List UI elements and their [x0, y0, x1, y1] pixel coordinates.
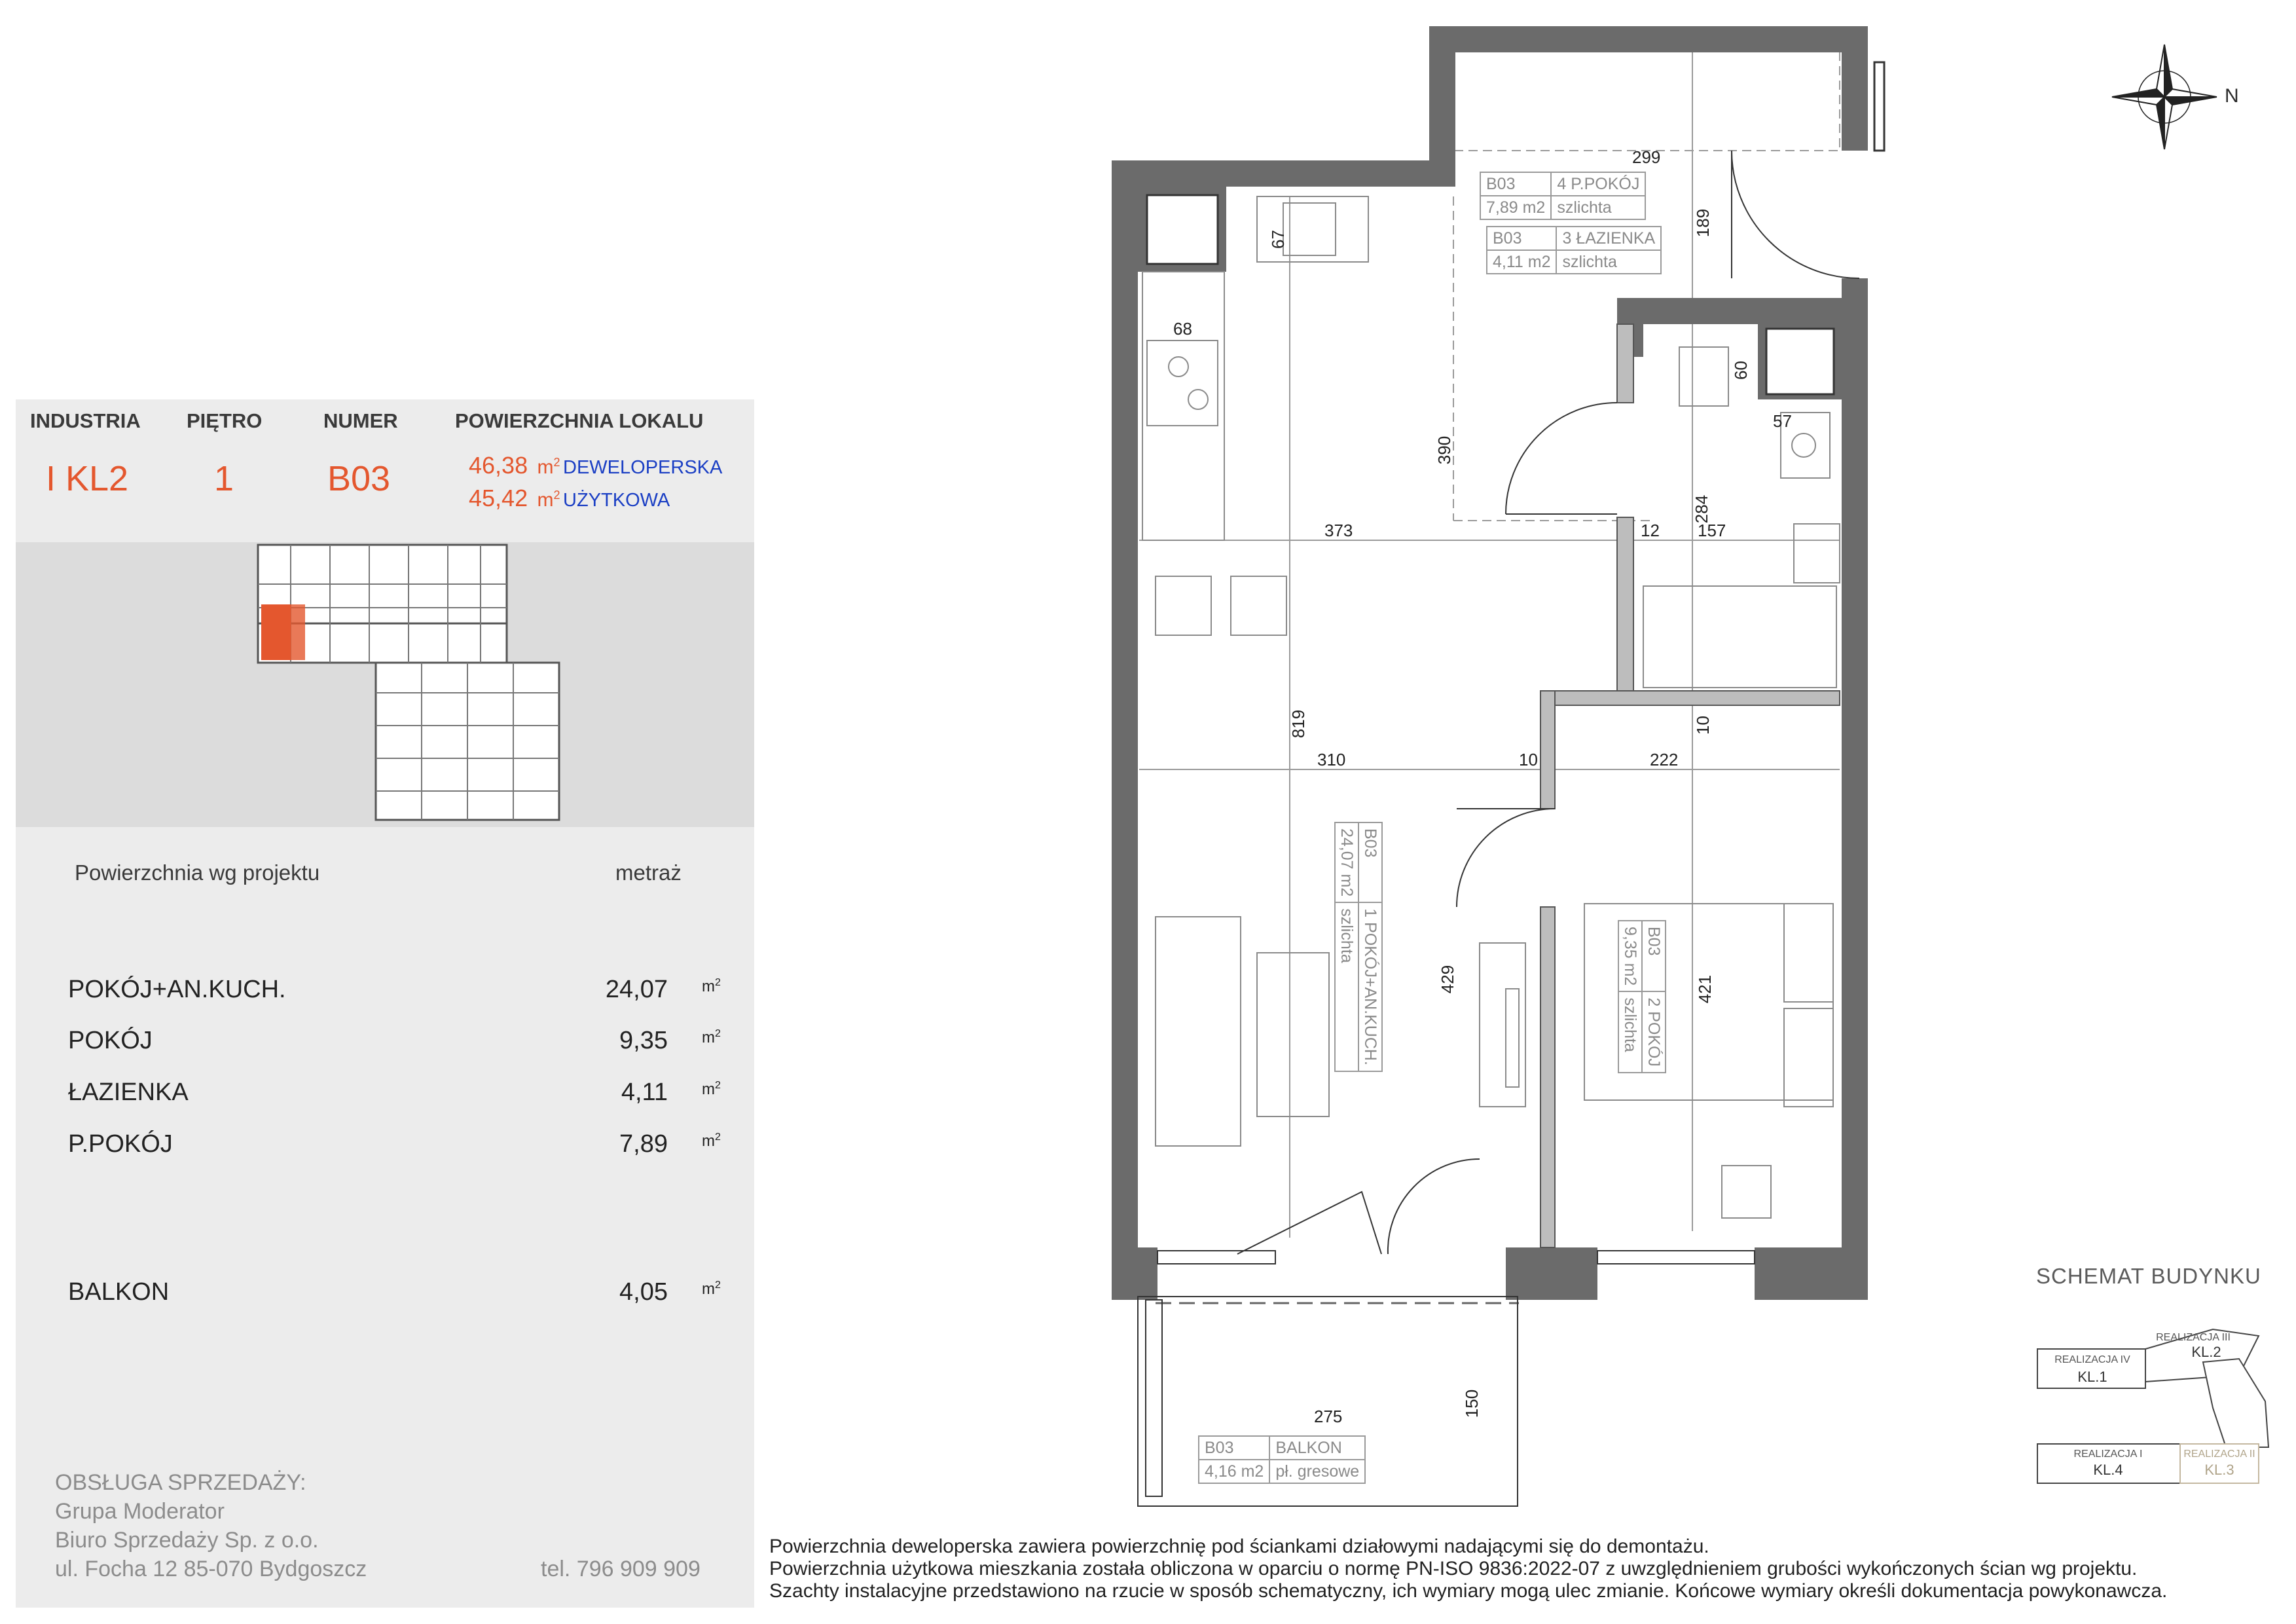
contact-address: ul. Focha 12 85-070 Bydgoszcz [55, 1557, 367, 1581]
area-row-unit: $m^2$ [702, 1132, 721, 1150]
room-label-hall: B03 4 P.POKÓJ 7,89 m2 szlichta [1480, 172, 1646, 220]
room-label-balcony: B03 BALKON 4,16 m2 pł. gresowe [1198, 1435, 1366, 1484]
dimension: 310 [1317, 750, 1346, 769]
area-row-unit: $m^2$ [702, 1028, 721, 1046]
schemat-title: SCHEMAT BUDYNKU [2036, 1264, 2261, 1288]
area-dev-value: 46,38 [469, 452, 528, 479]
area-use-value: 45,42 [469, 485, 528, 511]
dimension: 222 [1650, 750, 1679, 769]
dimension: 60 [1730, 361, 1751, 380]
schemat-block-kl: KL.4 [2093, 1462, 2123, 1478]
note-line: Szachty instalacyjne przedstawiono na rzucie w sposób schematyczny, ich wymiary mogą ulec zmianie. Końcowe wymiary określi dokumentacja powykonawcza. [769, 1580, 2168, 1602]
area-row-value: 7,89 [619, 1130, 668, 1158]
note-line: Powierzchnia użytkowa mieszkania została obliczona w oparciu o normę PN-ISO 9836:2022-07 z uwzględnieniem grubości wykończonych ścian wg projektu. [769, 1558, 2138, 1579]
schemat-block-realization: REALIZACJA II [2183, 1449, 2255, 1460]
area-use-label: UŻYTKOWA [563, 490, 670, 511]
dimension: 150 [1462, 1389, 1482, 1418]
dimension: 189 [1693, 208, 1713, 238]
industria-label: INDUSTRIA [30, 409, 141, 432]
schemat-block-kl: KL.1 [2077, 1369, 2107, 1385]
area-row-value: 9,35 [619, 1027, 668, 1054]
balcony-unit: $m^2$ [702, 1280, 721, 1298]
balcony-value: 4,05 [619, 1278, 668, 1306]
area-table-heading-right: metraż [615, 860, 682, 885]
schemat-block-realization: REALIZACJA III [2156, 1332, 2231, 1343]
schemat-block-realization: REALIZACJA IV [2054, 1354, 2130, 1365]
dimension: 299 [1632, 147, 1661, 167]
room-label-living-kitchen: B03 1 POKÓJ+AN.KUCH. 24,07 m2 szlichta [1334, 822, 1383, 1072]
north-label: N [2225, 85, 2239, 107]
contact-office: Biuro Sprzedaży Sp. z o.o. [55, 1528, 319, 1553]
dimension: 275 [1314, 1407, 1343, 1426]
dimension: 67 [1267, 230, 1288, 249]
note-line: Powierzchnia deweloperska zawiera powierzchnię pod ściankami działowymi nadającymi się do demontażu. [769, 1536, 1709, 1557]
area-dev-unit: $m^2$ [537, 456, 560, 478]
dimension: 429 [1438, 965, 1458, 994]
contact-phone: tel. 796 909 909 [541, 1557, 701, 1581]
powierzchnia-label: POWIERZCHNIA LOKALU [455, 409, 704, 432]
area-row-unit: $m^2$ [702, 1080, 721, 1098]
industria-value: I KL2 [46, 459, 129, 498]
legal-notes [769, 1536, 2167, 1602]
schemat-block-kl: KL.3 [2204, 1462, 2234, 1478]
dimension: 68 [1173, 319, 1192, 339]
balcony-label: BALKON [68, 1278, 170, 1306]
dimension: 157 [1698, 521, 1726, 540]
numer-label: NUMER [323, 409, 398, 432]
schemat-block-realization: REALIZACJA I [2073, 1449, 2143, 1460]
dimension: 12 [1641, 521, 1660, 540]
pietro-label: PIĘTRO [187, 409, 263, 432]
dimension: 373 [1324, 521, 1353, 540]
area-row-unit: $m^2$ [702, 977, 721, 995]
contact-company: Grupa Moderator [55, 1499, 225, 1524]
dimension: 819 [1288, 709, 1309, 739]
area-row-value: 4,11 [621, 1079, 668, 1106]
room-label-bathroom: B03 3 ŁAZIENKA 4,11 m2 szlichta [1486, 226, 1662, 274]
pietro-value: 1 [214, 459, 234, 498]
room-label-bedroom: B03 2 POKÓJ 9,35 m2 szlichta [1618, 920, 1666, 1073]
area-row-value: 24,07 [605, 976, 668, 1003]
dimension: 57 [1773, 411, 1792, 431]
area-row-label: ŁAZIENKA [68, 1079, 189, 1106]
area-dev-label: DEWELOPERSKA [563, 457, 723, 478]
compass-rose-icon [2112, 45, 2217, 149]
contact-title: OBSŁUGA SPRZEDAŻY: [55, 1470, 306, 1495]
dimension: 10 [1519, 750, 1538, 769]
schemat-block-kl: KL.2 [2191, 1344, 2221, 1360]
dimension: 10 [1692, 716, 1713, 735]
area-row-label: POKÓJ+AN.KUCH. [68, 976, 286, 1003]
area-row-label: POKÓJ [68, 1027, 153, 1054]
dimension: 284 [1692, 494, 1712, 524]
area-row-label: P.POKÓJ [68, 1130, 173, 1158]
area-table-heading-left: Powierzchnia wg projektu [75, 860, 320, 885]
dimension: 421 [1695, 974, 1715, 1004]
area-use-unit: $m^2$ [537, 489, 560, 511]
numer-value: B03 [327, 459, 391, 498]
dimension: 390 [1434, 435, 1455, 465]
